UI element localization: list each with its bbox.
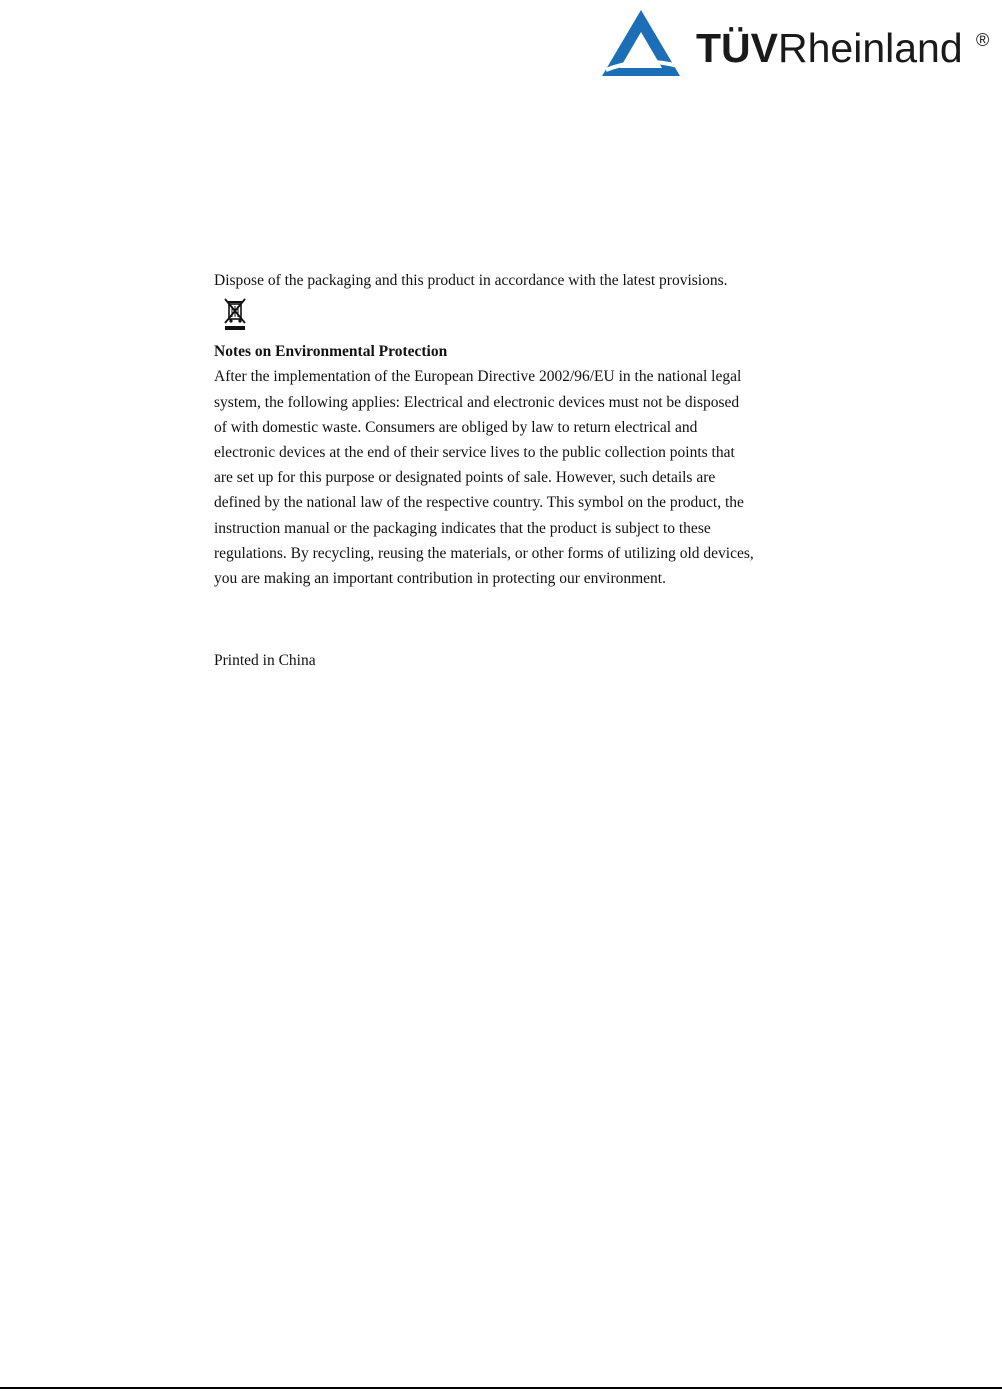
environment-paragraph <box>214 364 814 591</box>
tuv-rheinland-logo <box>600 8 1000 80</box>
brand-name-bold: TÜV <box>696 25 778 71</box>
paragraph-line: you are making an important contribution in protecting our environment. <box>214 570 666 588</box>
paragraph-line: of with domestic waste. Consumers are obliged by law to return electrical and <box>214 418 698 436</box>
bottom-rule <box>0 1387 1002 1389</box>
paragraph-line: are set up for this purpose or designated points of sale. However, such details are <box>214 469 716 487</box>
brand-name-light: Rheinland <box>778 25 963 71</box>
section-heading: Notes on Environmental Protection <box>214 343 448 361</box>
brand-name <box>696 26 963 70</box>
paragraph-line: regulations. By recycling, reusing the materials, or other forms of utilizing old devices, <box>214 544 754 562</box>
crossed-out-wheelie-bin-icon <box>222 297 248 333</box>
registered-mark: ® <box>976 30 990 50</box>
tuv-triangle-logo-icon <box>600 8 682 78</box>
paragraph-line: defined by the national law of the respective country. This symbol on the product, the <box>214 494 744 512</box>
paragraph-line: After the implementation of the European Directive 2002/96/EU in the national legal <box>214 368 742 386</box>
dispose-line: Dispose of the packaging and this product in accordance with the latest provisions. <box>214 272 728 289</box>
document-body <box>214 268 814 591</box>
paragraph-line: electronic devices at the end of their service lives to the public collection points that <box>214 444 735 462</box>
paragraph-line: instruction manual or the packaging indicates that the product is subject to these <box>214 519 711 537</box>
paragraph-line: system, the following applies: Electrical and electronic devices must not be disposed <box>214 393 740 411</box>
printed-in-china: Printed in China <box>214 652 316 669</box>
